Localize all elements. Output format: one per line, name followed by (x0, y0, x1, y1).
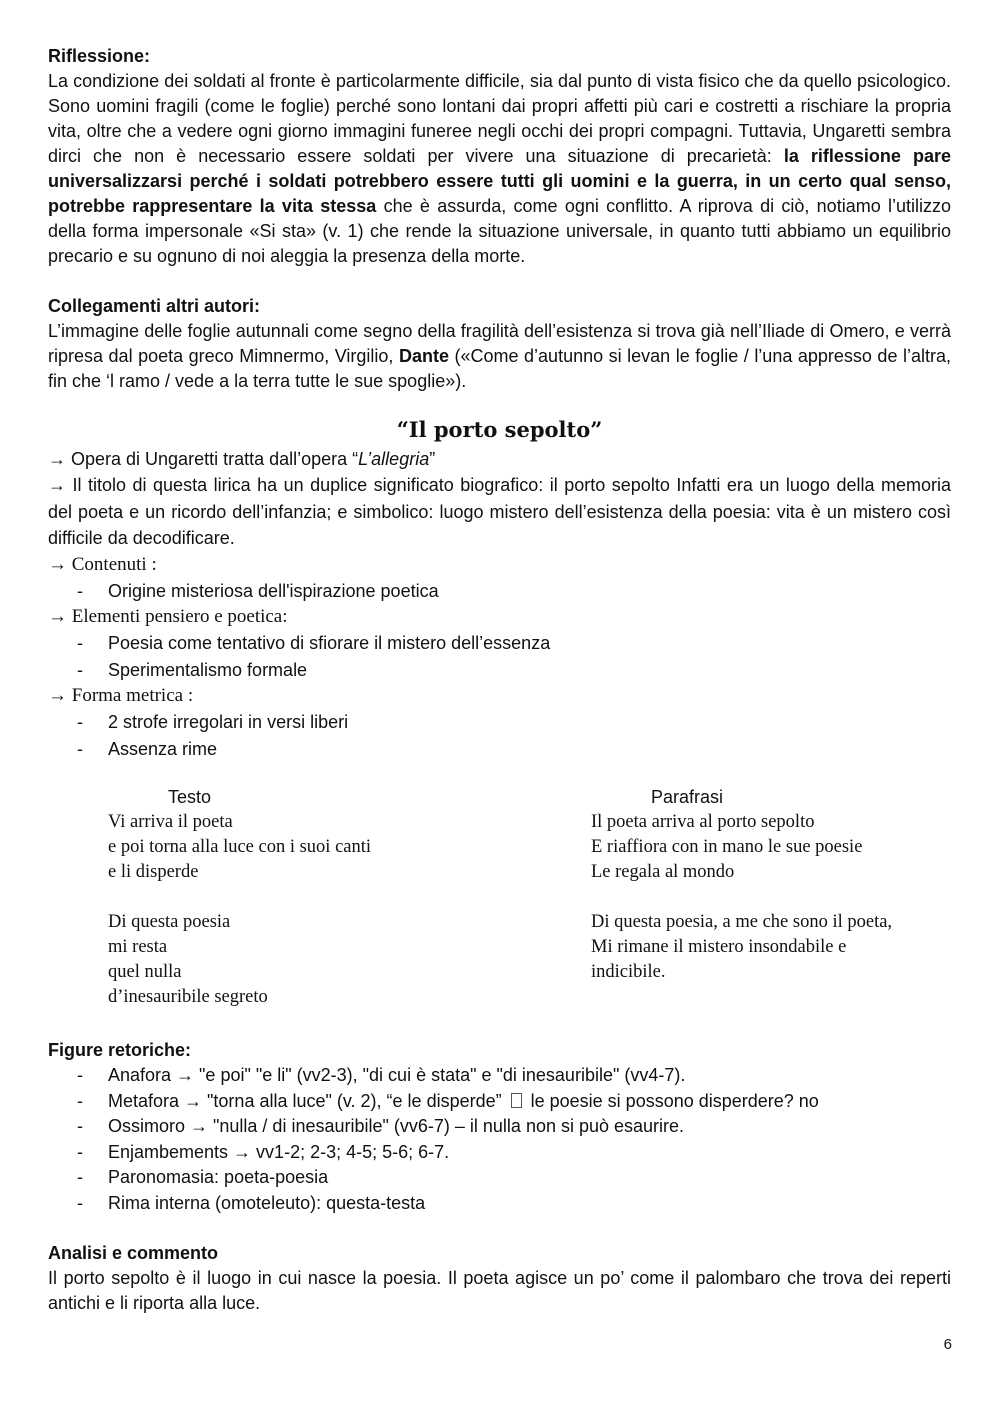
list-item-text: 2 strofe irregolari in versi liberi (108, 712, 349, 732)
poem-line: Di questa poesia (108, 912, 231, 932)
list-item: - Assenza rime (77, 738, 218, 759)
contenuti-label: → Contenuti : (48, 553, 157, 575)
list-item: - Origine misteriosa dell'ispirazione poetica (77, 580, 439, 601)
paraphrase-line: indicibile. (591, 962, 666, 982)
analisi-heading: Analisi e commento (48, 1243, 219, 1263)
porto-title-note: → Il titolo di questa lirica ha un duplice significato biografico: il porto sepolto Infatti era un luogo della memoria del poeta e un ricordo dell’infanzia; e simbolico: luogo mistero dell’esistenza della poesia: vita è un mistero così difficile da decodificare. (48, 475, 951, 548)
figure-list (48, 1063, 951, 1216)
riflessione-heading: Riflessione: (48, 46, 151, 66)
list-item-text: Enjambements → vv1-2; 2-3; 4-5; 5-6; 6-7. (108, 1141, 450, 1162)
elementi-label: → Elementi pensiero e poetica: (48, 606, 288, 627)
collegamenti-text-1: L’immagine delle foglie autunnali come segno della fragilità dell’esistenza si trova già nell’Iliade di Omero, e verrà ripresa dal poeta greco Mimnermo, Virgilio, (48, 321, 951, 366)
figure-heading: Figure retoriche: (48, 1040, 192, 1060)
testo-header: Testo (168, 787, 212, 807)
parafrasi-column (591, 784, 951, 985)
list-item: - Metafora → "torna alla luce" (v. 2), “e le disperde” le poesie si possono disperdere? no (77, 1090, 819, 1111)
poem-line: e li disperde (108, 862, 199, 882)
porto-intro-prefix: → Opera di Ungaretti tratta dall’opera “ (48, 449, 359, 469)
poem-table (48, 784, 951, 1032)
paraphrase-line: Di questa poesia, a me che sono il poeta, (591, 912, 893, 932)
list-item-text: Origine misteriosa dell'ispirazione poetica (108, 580, 439, 601)
collegamenti-heading: Collegamenti altri autori: (48, 296, 261, 316)
list-item-text: Anafora → "e poi" "e li" (vv2-3), "di cui è stata" e "di inesauribile" (vv4-7). (108, 1065, 686, 1085)
list-item: - Enjambements → vv1-2; 2-3; 4-5; 5-6; 6-7. (77, 1141, 450, 1162)
riflessione-text-bold: la riflessione pare universalizzarsi perché i soldati potrebbero essere tutti gli uomini e la guerra, in un certo qual senso, potrebbe rappresentare la vita stessa (48, 146, 951, 216)
parafrasi-header: Parafrasi (651, 787, 724, 807)
riflessione-text-2: che è assurda, come ogni conflitto. A riprova di ciò, notiamo l’utilizzo della forma impersonale «Si sta» (v. 1) che rende la situazione universale, in quanto tutti abbiamo un equilibrio precario e su ognuno di noi aleggia la presenza della morte. (48, 196, 952, 266)
porto-title: “Il porto sepolto” (396, 417, 603, 442)
poem-line: Vi arriva il poeta (108, 812, 233, 832)
list-item-text: Poesia come tentativo di sfiorare il mistero dell’essenza (108, 633, 551, 653)
list-item-text: Ossimoro → "nulla / di inesauribile" (vv6-7) – il nulla non si può esaurire. (108, 1116, 685, 1136)
collegamenti-paragraph (48, 319, 951, 394)
poem-line: quel nulla (108, 962, 182, 982)
list-item: - Sperimentalismo formale (77, 659, 308, 680)
list-item-text: Metafora → "torna alla luce" (v. 2), “e le disperde” (108, 1090, 507, 1111)
paraphrase-line: Le regala al mondo (591, 862, 735, 882)
poem-line: d’inesauribile segreto (108, 987, 268, 1007)
riflessione-text-1: La condizione dei soldati al fronte è particolarmente difficile, sia dal punto di vista fisico che da quello psicologico. Sono uomini fragili (come le foglie) perché sono lontani dai propri affetti più cari e costretti a rischiare la propria vita, oltre che a vedere ogni giorno immagini funeree negli occhi dei propri compagni. Tuttavia, Ungaretti sembra dirci che non è necessario essere soldati per vivere una situazione di precarietà: (48, 71, 951, 166)
poem-line: mi resta (108, 937, 168, 957)
porto-intro-italic: L’allegria (358, 449, 430, 469)
list-item-text: Rima interna (omoteleuto): questa-testa (108, 1192, 426, 1213)
page-number: 6 (943, 1336, 952, 1353)
riflessione-paragraph (48, 69, 951, 269)
forma-list (48, 709, 951, 762)
document-page (48, 44, 951, 1316)
list-item: - Rima interna (omoteleuto): questa-testa (77, 1192, 426, 1213)
elementi-list (48, 630, 951, 683)
list-item-text: Assenza rime (108, 738, 218, 759)
forma-label: → Forma metrica : (48, 685, 194, 706)
paraphrase-line: Il poeta arriva al porto sepolto (591, 812, 815, 832)
testo-column (108, 784, 508, 1010)
paraphrase-line: E riaffiora con in mano le sue poesie (591, 837, 863, 857)
porto-intro-suffix: ” (429, 449, 436, 469)
porto-intro (48, 446, 951, 472)
list-item: - Anafora → "e poi" "e li" (vv2-3), "di cui è stata" e "di inesauribile" (vv4-7). (77, 1065, 686, 1085)
list-item: - Ossimoro → "nulla / di inesauribile" (vv6-7) – il nulla non si può esaurire. (77, 1116, 685, 1136)
poem-line: e poi torna alla luce con i suoi canti (108, 837, 372, 857)
list-item-text: Paronomasia: poeta-poesia (108, 1167, 329, 1187)
missing-glyph-icon (511, 1093, 522, 1108)
list-item-text: Sperimentalismo formale (108, 659, 308, 680)
list-item: - Poesia come tentativo di sfiorare il mistero dell’essenza (77, 633, 551, 653)
collegamenti-text-bold: Dante (398, 346, 449, 366)
analisi-paragraph: Il porto sepolto è il luogo in cui nasce la poesia. Il poeta agisce un po’ come il palombaro che trova dei reperti antichi e li riporta alla luce. (48, 1268, 951, 1313)
collegamenti-text-2: («Come d’autunno si levan le foglie / l’una appresso de l’altra, fin che ‘l ramo / vede a la terra tutte le sue spoglie»). (48, 346, 951, 391)
paraphrase-line: Mi rimane il mistero insondabile e (591, 937, 847, 957)
list-item: - 2 strofe irregolari in versi liberi (77, 712, 349, 732)
list-item: - Paronomasia: poeta-poesia (77, 1167, 329, 1187)
contenuti-list (48, 578, 951, 605)
list-item-text-tail: le poesie si possono disperdere? no (525, 1090, 819, 1111)
